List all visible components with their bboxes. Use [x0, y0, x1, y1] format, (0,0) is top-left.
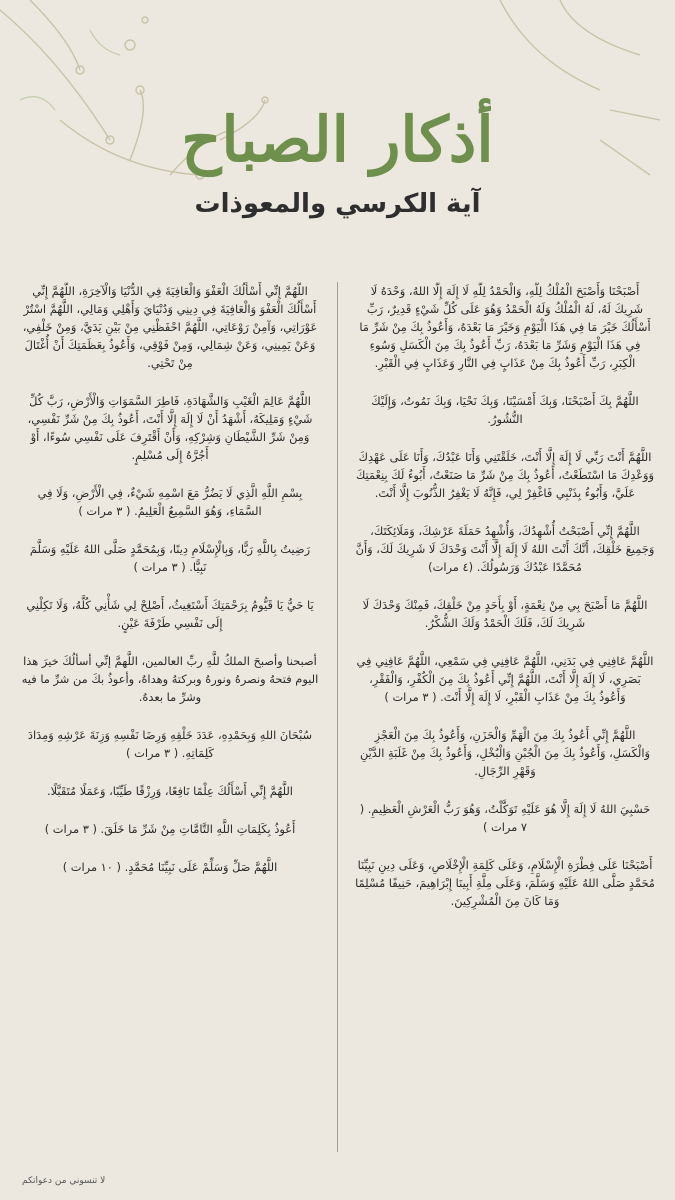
dhikr-item: اللَّهُمَّ عَالِمَ الْغَيْبِ وَالشَّهَادَةِ، فَاطِرَ السَّمَوَاتِ وَالْأَرْضِ، رَبَّ كُلِّ شَيْءٍ وَمَلِيكَهُ، أَشْهَدُ أَنْ لَا إِلَهَ إِلَّا أَنْتَ، أَعُوذُ بِكَ مِنْ شَرِّ نَفْسِي، وَمِنْ شَرِّ الشَّيْطَانِ وَشِرْكِهِ، وَأَنْ أَقْتَرِفَ عَلَى نَفْسِي سُوءًا، أَوْ أَجُرَّهُ إِلَى مُسْلِمٍ. — [27, 394, 313, 462]
dhikr-item: رَضِيتُ بِاللَّهِ رَبًّا، وَبِالْإِسْلَامِ دِينًا، وَبِمُحَمَّدٍ صَلَّى اللهُ عَلَيْهِ وَسَلَّمَ نَبِيًّا. ( ٣ مرات ) — [29, 542, 311, 574]
dhikr-item: بِسْمِ اللَّهِ الَّذِي لَا يَضُرُّ مَعَ اسْمِهِ شَيْءٌ، فِي الْأَرْضِ، وَلَا فِي السَّمَاءِ، وَهُوَ السَّمِيعُ الْعَلِيمُ. ( ٣ مرات ) — [37, 486, 303, 518]
dhikr-item: اللَّهُمَّ مَا أَصْبَحَ بِي مِنْ نِعْمَةٍ، أَوْ بِأَحَدٍ مِنْ خَلْقِكَ، فَمِنْكَ وَحْدَكَ لَا شَرِيكَ لَكَ، فَلَكَ الْحَمْدُ وَلَكَ الشُّكْرُ. — [362, 598, 648, 630]
dhikr-item: اللَّهُمَّ إِنِّي أَصْبَحْتُ أُشْهِدُكَ، وَأُشْهِدُ حَمَلَةَ عَرْشِكَ، وَمَلَائِكَتَكَ، وَجَمِيعَ خَلْقِكَ، أَنَّكَ أَنْتَ اللهُ لَا إِلَهَ إِلَّا أَنْتَ وَحْدَكَ لَا شَرِيكَ لَكَ، وَأَنَّ مُحَمَّدًا عَبْدُكَ وَرَسُولُكَ. (٤ مرات) — [355, 524, 655, 574]
right-column — [355, 282, 655, 1162]
dhikr-item: اللَّهُمَّ أَنْتَ رَبِّي لَا إِلَهَ إِلَّا أَنْتَ، خَلَقْتَنِي وَأَنَا عَبْدُكَ، وَأَنَا عَلَى عَهْدِكَ وَوَعْدِكَ مَا اسْتَطَعْتُ، أَعُوذُ بِكَ مِنْ شَرِّ مَا صَنَعْتُ، أَبُوءُ لَكَ بِنِعْمَتِكَ عَلَيَّ، وَأَبُوءُ بِذَنْبِي فَاغْفِرْ لِي، فَإِنَّهُ لَا يَغْفِرُ الذُّنُوبَ إِلَّا أَنْتَ. — [355, 450, 655, 500]
adhkar-columns — [20, 282, 655, 1162]
dhikr-item: سُبْحَانَ اللهِ وَبِحَمْدِهِ، عَدَدَ خَلْقِهِ وَرِضَا نَفْسِهِ وَزِنَةَ عَرْشِهِ وَمِدَادَ كَلِمَاتِهِ. ( ٣ مرات ) — [27, 728, 313, 760]
dhikr-item: اللَّهُمَّ إِنِّي أَسْأَلُكَ عِلْمًا نَافِعًا، وَرِزْقًا طَيِّبًا، وَعَمَلًا مُتَقَبَّلًا. — [47, 784, 293, 798]
dhikr-item: أَصْبَحْنَا وَأَصْبَحَ الْمُلْكُ لِلَّهِ، وَالْحَمْدُ لِلَّهِ لَا إِلَهَ إِلَّا اللهُ، وَحْدَهُ لَا شَرِيكَ لَهُ، لَهُ الْمُلْكُ وَلَهُ الْحَمْدُ وَهُوَ عَلَى كُلِّ شَيْءٍ قَدِيرٌ، رَبِّ أَسْأَلُكَ خَيْرَ مَا فِي هَذَا الْيَوْمِ وَخَيْرَ مَا بَعْدَهُ، وَأَعُوذُ بِكَ مِنْ شَرِّ مَا فِي هَذَا الْيَوْمِ وَشَرِّ مَا بَعْدَهُ، رَبِّ أَعُوذُ بِكَ مِنَ الْكَسَلِ وَسُوءِ الْكِبَرِ، رَبِّ أَعُوذُ بِكَ مِنْ عَذَابٍ فِي النَّارِ وَعَذَابٍ فِي الْقَبْرِ. — [359, 284, 651, 370]
dhikr-item: أصبحنا وأصبحَ الملكُ للَّهِ ربِّ العالمين، اللَّهمَّ إنِّي أسألُكَ خيرَ هذا اليوم فتحهُ ونصرهُ ونورهُ وبركتهُ وهداهُ، وأعوذُ بكَ من شرِّ ما فيه وشرِّ ما بعدهُ. — [21, 654, 319, 704]
dhikr-item: يَا حَيُّ يَا قَيُّومُ بِرَحْمَتِكَ أَسْتَغِيثُ، أَصْلِحْ لِي شَأْنِي كُلَّهُ، وَلَا تَكِلْنِي إِلَى نَفْسِي طَرْفَةَ عَيْنٍ. — [26, 598, 314, 630]
dhikr-item: اللَّهُمَّ إِنِّي أَعُوذُ بِكَ مِنَ الْهَمِّ وَالْحَزَنِ، وَأَعُوذُ بِكَ مِنَ الْعَجْزِ وَالْكَسَلِ، وَأَعُوذُ بِكَ مِنَ الْجُبْنِ وَالْبُخْلِ، وَأَعُوذُ بِكَ مِنْ غَلَبَةِ الدَّيْنِ وَقَهْرِ الرِّجَالِ. — [359, 728, 651, 778]
dhikr-item: اللَّهُمَّ بِكَ أَصْبَحْنَا، وَبِكَ أَمْسَيْنَا، وَبِكَ نَحْيَا، وَبِكَ نَمُوتُ، وَإِلَيْكَ النُّشُورُ. — [371, 394, 639, 426]
page-title: أذكار الصباح — [181, 103, 494, 176]
dhikr-item: أَعُوذُ بِكَلِمَاتِ اللَّهِ التَّامَّاتِ مِنْ شَرِّ مَا خَلَقَ. ( ٣ مرات ) — [44, 822, 296, 836]
dhikr-item: اللَّهُمَّ صَلِّ وَسَلِّمْ عَلَى نَبِيِّنَا مُحَمَّدٍ. ( ١٠ مرات ) — [62, 860, 278, 874]
page-subtitle: آية الكرسي والمعوذات — [194, 189, 481, 219]
footer-note: لا تنسوني من دعواتكم — [22, 1176, 106, 1186]
dhikr-item: اللَّهُمَّ عَافِنِي فِي بَدَنِي، اللَّهُمَّ عَافِنِي فِي سَمْعِي، اللَّهُمَّ عَافِنِي فِي بَصَرِي، لَا إِلَهَ إِلَّا أَنْتَ، اللَّهُمَّ إِنِّي أَعُوذُ بِكَ مِنَ الْكُفْرِ، وَالْفَقْرِ، وَأَعُوذُ بِكَ مِنْ عَذَابِ الْقَبْرِ، لَا إِلَهَ إِلَّا أَنْتَ. ( ٣ مرات ) — [356, 654, 654, 704]
dhikr-item: حَسْبِيَ اللهُ لَا إِلَهَ إِلَّا هُوَ عَلَيْهِ تَوَكَّلْتُ، وَهُوَ رَبُّ الْعَرْشِ الْعَظِيمِ. ( ٧ مرات ) — [359, 802, 651, 834]
dhikr-item: اللَّهُمَّ إِنِّي أَسْأَلُكَ الْعَفْوَ وَالْعَافِيَةَ فِي الدُّنْيَا وَالْآخِرَةِ، اللَّهُمَّ إِنِّي أَسْأَلُكَ الْعَفْوَ وَالْعَافِيَةَ فِي دِينِي وَدُنْيَايَ وَأَهْلِي وَمَالِي، اللَّهُمَّ اسْتُرْ عَوْرَاتِي، وَآمِنْ رَوْعَاتِي، اللَّهُمَّ احْفَظْنِي مِنْ بَيْنِ يَدَيَّ، وَمِنْ خَلْفِي، وَعَنْ يَمِينِي، وَعَنْ شِمَالِي، وَمِنْ فَوْقِي، وَأَعُوذُ بِعَظَمَتِكَ أَنْ أُغْتَالَ مِنْ تَحْتِي. — [22, 284, 318, 370]
left-column — [20, 282, 320, 1162]
header — [0, 95, 675, 219]
dhikr-item: أَصْبَحْنَا عَلَى فِطْرَةِ الْإِسْلَامِ، وَعَلَى كَلِمَةِ الْإِخْلَاصِ، وَعَلَى دِينِ نَبِيِّنَا مُحَمَّدٍ صَلَّى اللهُ عَلَيْهِ وَسَلَّمَ، وَعَلَى مِلَّةِ أَبِينَا إِبْرَاهِيمَ، حَنِيفًا مُسْلِمًا وَمَا كَانَ مِنَ الْمُشْرِكِينَ. — [355, 858, 655, 908]
